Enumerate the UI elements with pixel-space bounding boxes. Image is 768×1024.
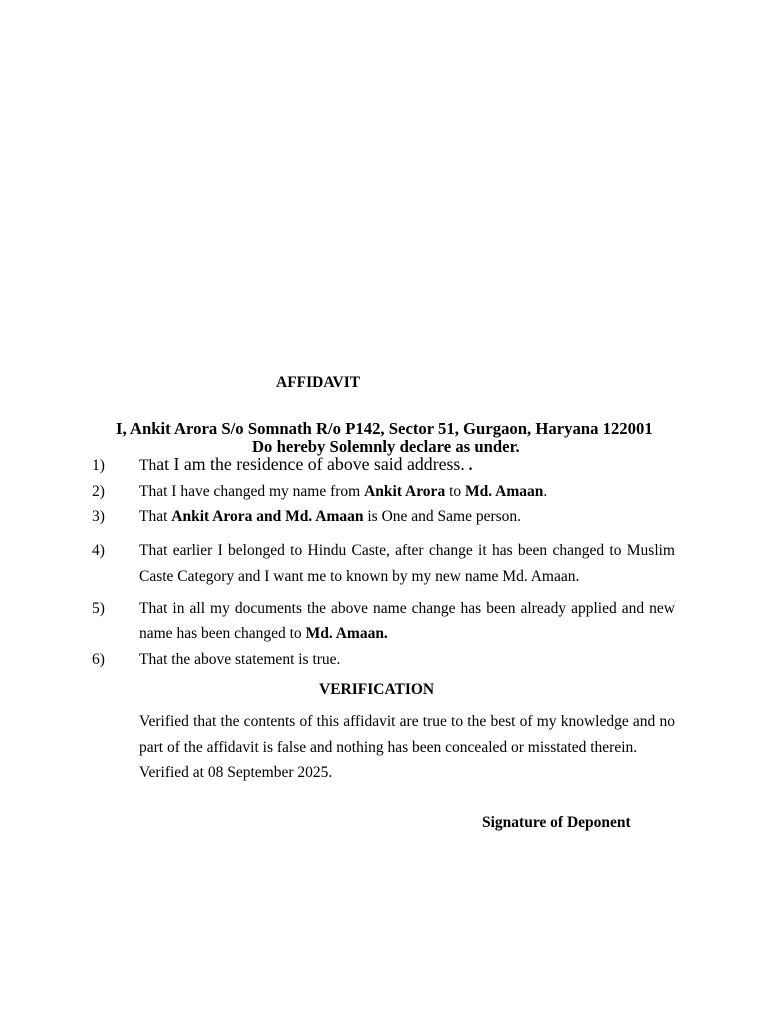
document-title: AFFIDAVIT [276,374,361,391]
item-5-text-line: name has been changed to [139,625,306,642]
verification-line: Verified that the contents of this affidavit are true to the best of my knowledge and no [139,713,675,730]
verification-line: part of the affidavit is false and nothing has been concealed or misstated therein. [139,739,638,756]
item-6-text: That the above statement is true. [139,651,341,668]
item-4-text-line: Caste Category and I want me to known by my new name Md. Amaan. [139,568,580,585]
item-number: 6) [92,651,105,668]
item-3-text: is One and Same person. [363,508,522,525]
item-number: 5) [92,600,105,617]
item-4-text-line: That earlier I belonged to Hindu Caste, after change it has been changed to Muslim [139,542,675,559]
item-number: 3) [92,508,105,525]
signature-label: Signature of Deponent [482,814,631,831]
item-2-text: . [543,483,548,500]
verification-date-line: Verified at 08 September 2025. [139,764,333,781]
old-name: Ankit Arora [364,483,446,500]
item-2-text: That I have changed my name from [139,483,365,500]
item-number: 4) [92,542,105,559]
item-number: 1) [92,457,105,474]
item-2-text: to [445,483,466,500]
item-3-text: That [139,508,172,525]
item-2 [92,483,547,501]
both-names: Ankit Arora and Md. Amaan [171,508,364,525]
item-5-text-line: That in all my documents the above name change has been already applied and new [139,600,675,617]
item-4 [92,542,675,560]
item-3 [92,508,521,526]
item-4-continuation [139,568,579,586]
item-1 [92,455,473,475]
verification-heading: VERIFICATION [319,681,435,698]
item-5 [92,600,675,618]
new-name: Md. Amaan [465,483,544,500]
declarant-line: I, Ankit Arora S/o Somnath R/o P142, Sector 51, Gurgaon, Haryana 122001 [116,419,653,438]
item-1-text: at I am the residence of above said address. [156,454,465,474]
item-1-text-end: . [464,457,473,474]
item-1-text-start: Th [139,457,157,474]
item-5-continuation [139,625,388,643]
item-6 [92,651,340,669]
item-number: 2) [92,483,105,500]
declaration-line: Do hereby Solemnly declare as under. [252,437,520,456]
new-name: Md. Amaan. [305,625,388,642]
